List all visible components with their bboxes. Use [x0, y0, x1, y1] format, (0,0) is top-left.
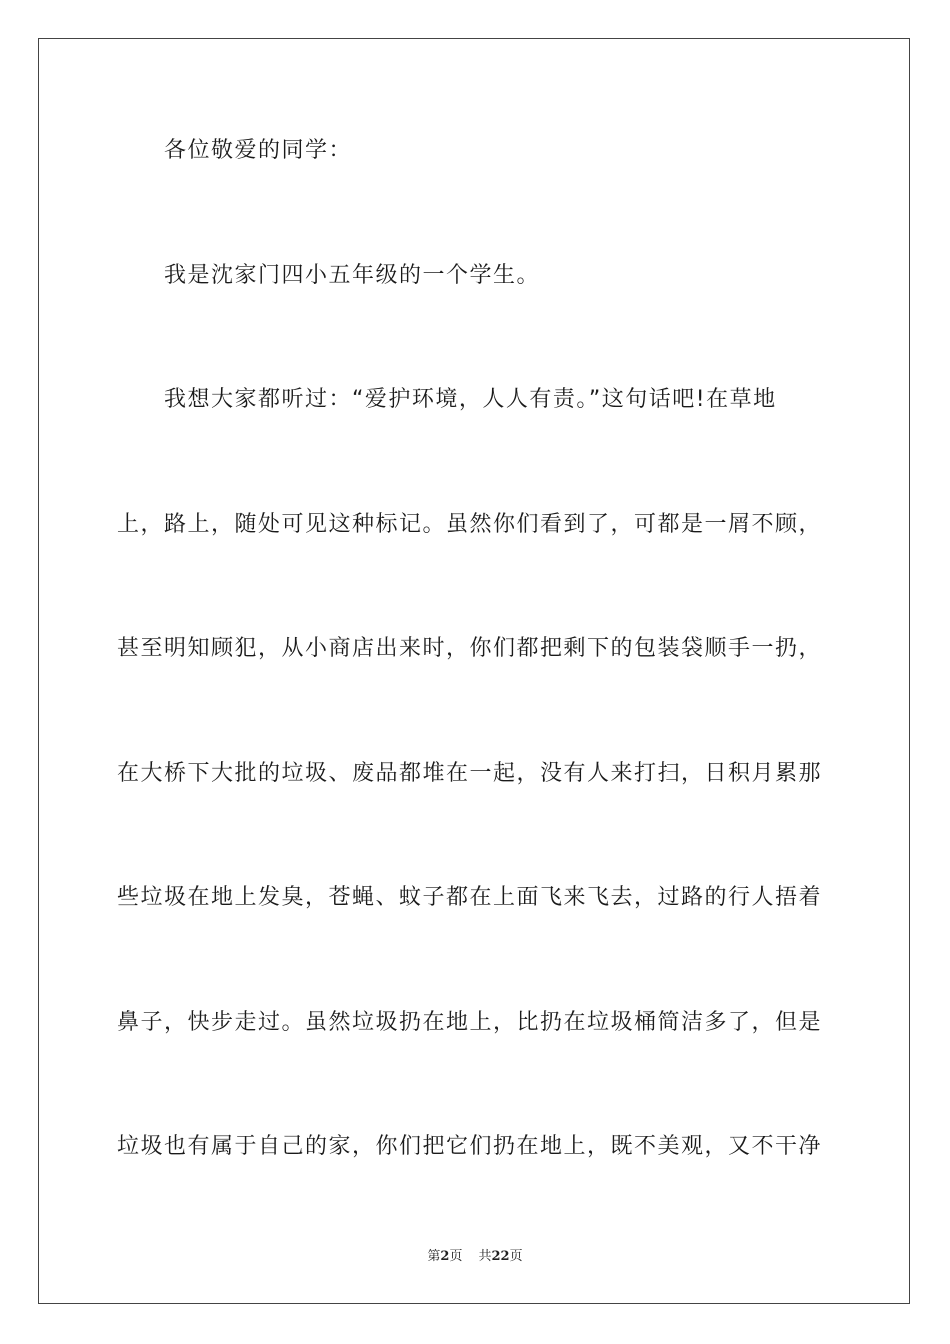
- footer-page-prefix: 第: [427, 1249, 441, 1264]
- footer-total-suffix: 页: [509, 1249, 523, 1264]
- paragraph-line: 上，路上，随处可见这种标记。虽然你们看到了，可都是一屑不顾，: [117, 512, 823, 537]
- salutation-line: 各位敬爱的同学：: [164, 138, 353, 163]
- footer-total-number: 22: [491, 1249, 510, 1264]
- footer-page-suffix: 页: [449, 1249, 463, 1264]
- paragraph-line: 鼻子，快步走过。虽然垃圾扔在地上，比扔在垃圾桶简洁多了，但是: [117, 1010, 823, 1035]
- paragraph-line: 我是沈家门四小五年级的一个学生。: [164, 263, 541, 288]
- page-footer: [0, 1248, 950, 1266]
- footer-page-number: 2: [440, 1249, 450, 1264]
- paragraph-line: 些垃圾在地上发臭，苍蝇、蚊子都在上面飞来飞去，过路的行人捂着: [117, 885, 823, 910]
- paragraph-line: 在大桥下大批的垃圾、废品都堆在一起，没有人来打扫，日积月累那: [117, 761, 823, 786]
- footer-total-prefix: 共: [478, 1249, 492, 1264]
- paragraph-line: 垃圾也有属于自己的家，你们把它们扔在地上，既不美观，又不干净: [117, 1134, 823, 1159]
- page-border: [38, 38, 910, 1304]
- paragraph-line: 我想大家都听过：“爱护环境，人人有责。”这句话吧!在草地: [164, 387, 777, 412]
- paragraph-line: 甚至明知顾犯，从小商店出来时，你们都把剩下的包装袋顺手一扔，: [117, 636, 823, 661]
